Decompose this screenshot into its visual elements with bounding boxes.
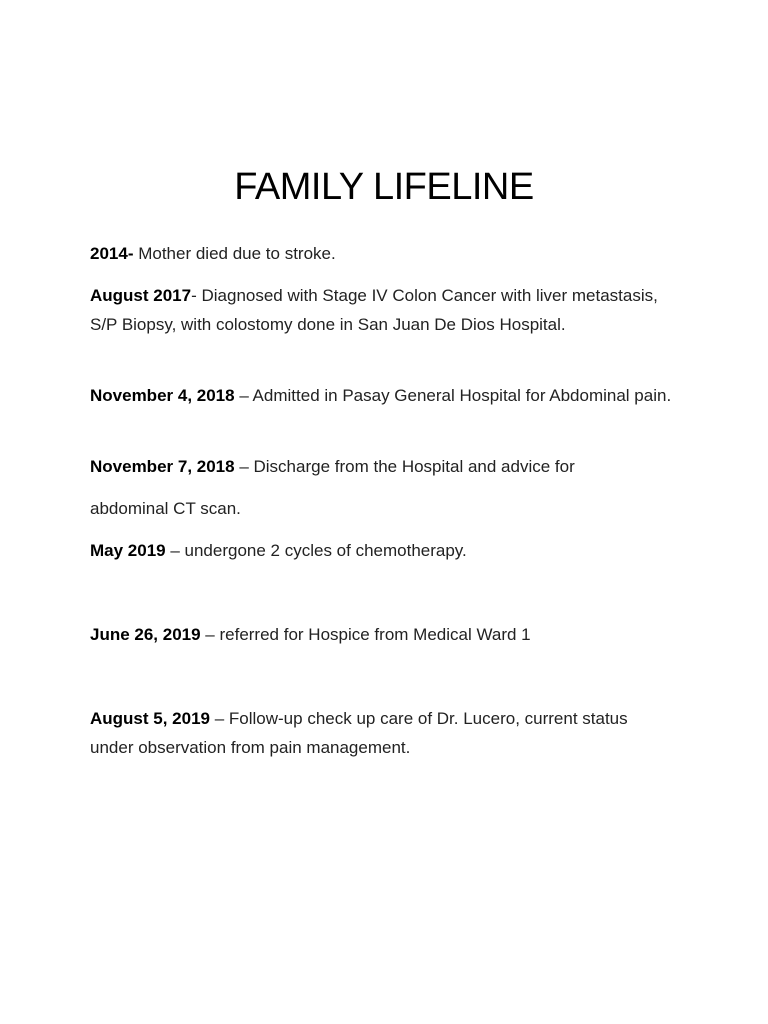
entry-text: – undergone 2 cycles of chemotherapy.	[165, 541, 467, 560]
entry-date: 2014-	[90, 244, 134, 263]
entry-date: August 2017	[90, 286, 192, 305]
entry-date: November 7, 2018	[90, 457, 235, 476]
entry-text: – Follow-up check up care of Dr. Lucero, current status under observation from pain management.	[90, 709, 628, 757]
entry-date: May 2019	[90, 541, 166, 560]
timeline-entry	[90, 620, 675, 649]
entry-text: Mother died due to stroke.	[133, 244, 336, 263]
timeline-entry	[90, 452, 675, 481]
entry-text: – Admitted in Pasay General Hospital for Abdominal pain.	[234, 386, 672, 405]
timeline-entry-continuation	[90, 494, 675, 523]
timeline-entry	[90, 281, 675, 339]
entry-date: August 5, 2019	[90, 709, 210, 728]
entry-text: - Diagnosed with Stage IV Colon Cancer with liver metastasis, S/P Biopsy, with colostomy done in San Juan De Dios Hospital.	[90, 286, 658, 334]
timeline-entry	[90, 239, 675, 268]
entry-text: abdominal CT scan.	[90, 499, 241, 518]
entry-date: June 26, 2019	[90, 625, 201, 644]
entry-text: – referred for Hospice from Medical Ward 1	[200, 625, 531, 644]
entry-text: – Discharge from the Hospital and advice for	[234, 457, 575, 476]
timeline-entry	[90, 704, 675, 762]
page-title: FAMILY LIFELINE	[234, 166, 534, 208]
timeline-entry	[90, 381, 675, 410]
entry-date: November 4, 2018	[90, 386, 235, 405]
timeline-entry	[90, 536, 675, 565]
